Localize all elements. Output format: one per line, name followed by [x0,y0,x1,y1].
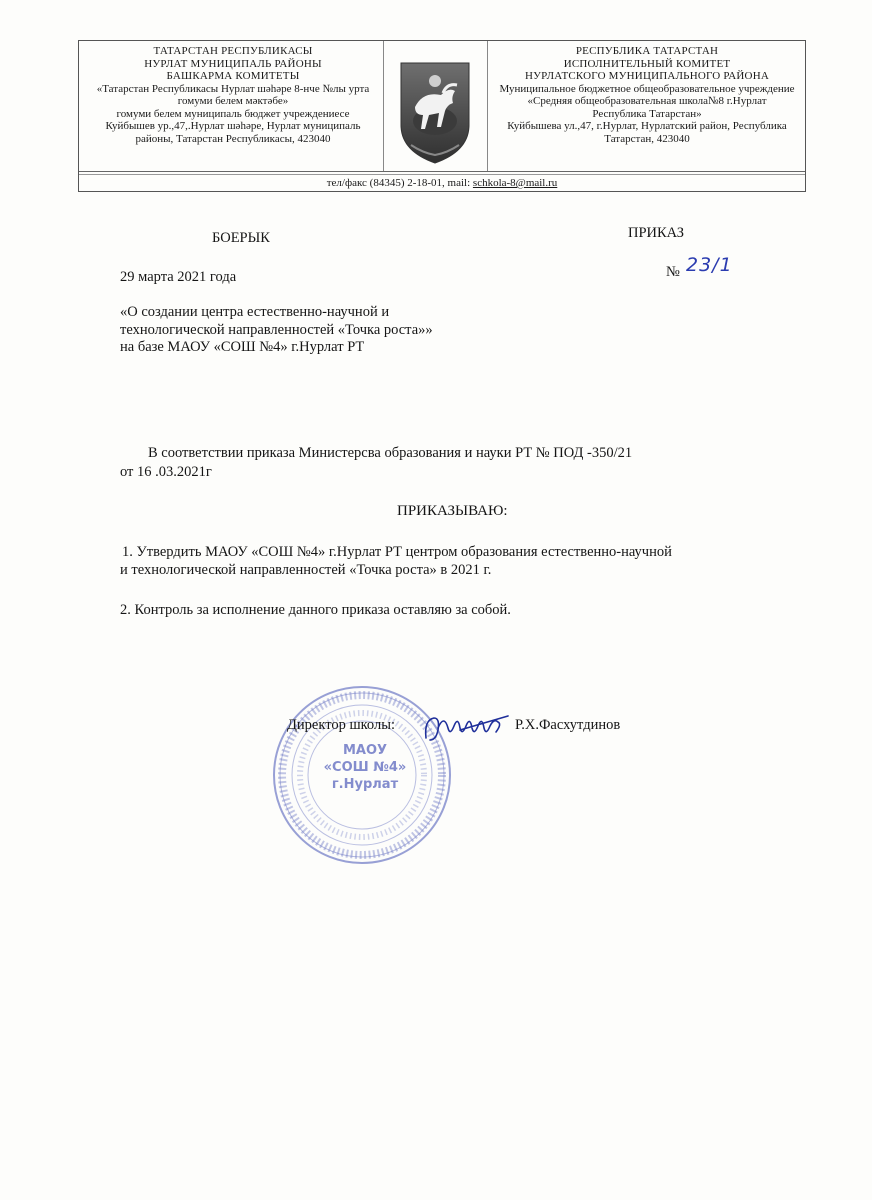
letterhead-left-block [83,45,383,145]
letterhead-contact [79,175,805,191]
lh-right-line1: РЕСПУБЛИКА ТАТАРСТАН [575,45,719,57]
subject-line1: «О создании центра естественно-научной и [120,304,390,320]
letterhead-right-block [491,45,803,145]
preamble-line2: от 16 .03.2021г [120,464,212,480]
lh-right-line4: Муниципальное бюджетное общеобразовательное учреждение [499,82,795,95]
lh-right-line5: «Средняя общеобразовательная школа№8 г.Нурлат [527,95,767,107]
lh-left-line3: БАШКАРМА КОМИТЕТЫ [166,70,300,82]
contact-email-link[interactable]: schkola-8@mail.ru [472,177,558,189]
signer-name: Р.Х.Фасхутдинов [515,717,621,733]
order-date: 29 марта 2021 года [120,269,237,285]
title-tatar: БОЕРЫК [212,230,270,246]
horse-emblem-icon [383,41,487,171]
contact-phone: тел/факс (84345) 2-18-01, mail: [326,177,473,189]
stamp-line3: г.Нурлат [331,777,399,792]
order-item2: 2. Контроль за исполнение данного приказа оставляю за собой. [120,602,511,618]
stamp-line2: «СОШ №4» [323,760,407,775]
preamble-line1: В соответствии приказа Министерсва образования и науки РТ № ПОД -350/21 [148,445,633,461]
title-russian: ПРИКАЗ [628,225,685,241]
lh-right-line3: НУРЛАТСКОГО МУНИЦИПАЛЬНОГО РАЙОНА [524,70,769,82]
stamp-line1: МАОУ [342,743,388,758]
lh-left-line1: ТАТАРСТАН РЕСПУБЛИКАСЫ [153,45,313,57]
letterhead-divider [79,171,805,172]
lh-left-line7: Куйбышев ур.,47,.Нурлат шәһәре, Нурлат муниципаль [105,120,361,132]
lh-right-line8: Татарстан, 423040 [604,132,690,145]
lh-left-line5: гомуми белем мәктәбе» [177,95,289,107]
order-number-label: № [666,264,680,280]
lh-right-line7: Куйбышева ул.,47, г.Нурлат, Нурлатский район, Республика [507,120,787,132]
order-item1-line1: 1. Утвердить МАОУ «СОШ №4» г.Нурлат РТ центром образования естественно-научной [122,544,672,560]
letterhead-row [79,41,805,171]
subject-line2: технологической направленностей «Точка роста»» [120,321,433,338]
order-item1-line2: и технологической направленностей «Точка роста» в 2021 г. [120,562,492,578]
order-subject [120,304,433,357]
lh-left-line4: «Татарстан Республикасы Нурлат шәһәре 8-нче №лы урта [96,82,370,95]
order-heading: ПРИКАЗЫВАЮ: [397,503,508,519]
lh-left-line2: НУРЛАТ МУНИЦИПАЛЬ РАЙОНЫ [144,57,322,70]
letterhead-separator-right [487,41,488,171]
signer-position: Директор школы: [287,717,395,733]
lh-right-line6: Республика Татарстан» [592,107,702,120]
letterhead [78,40,806,192]
order-number-handwritten: 23/1 [686,254,733,276]
lh-left-line6: гомуми белем муниципаль бюджет учреждениесе [116,107,350,120]
lh-left-line8: районы, Татарстан Республикасы, 423040 [135,132,331,145]
handwritten-signature [420,700,520,750]
lh-right-line2: ИСПОЛНИТЕЛЬНЫЙ КОМИТЕТ [563,57,731,70]
subject-line3: на базе МАОУ «СОШ №4» г.Нурлат РТ [120,339,365,355]
